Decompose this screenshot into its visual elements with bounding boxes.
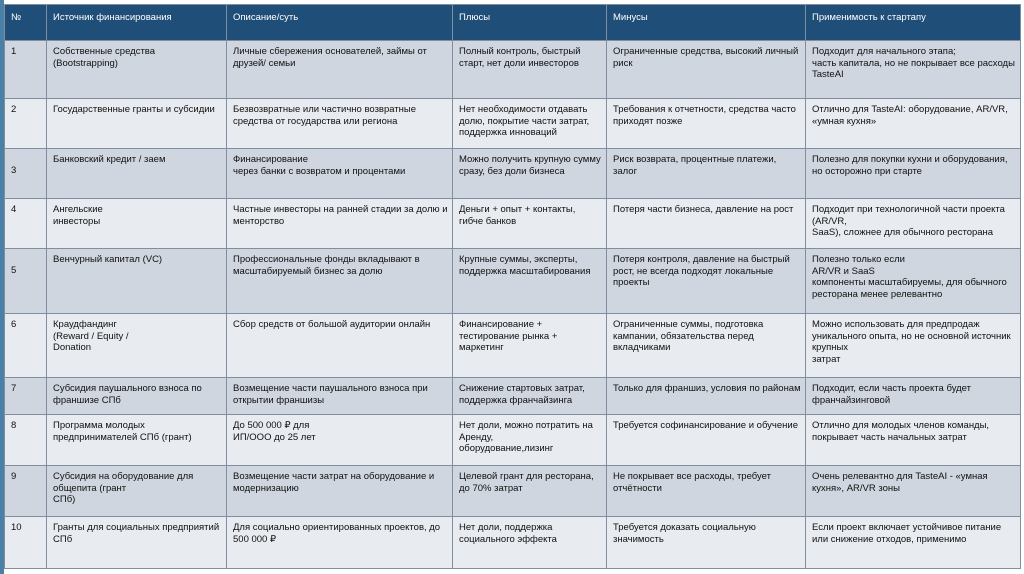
row-description: Для социально ориентированных проектов, до 500 000 ₽ [227,517,453,569]
row-source: Субсидия паушального взноса по франшизе СПб [47,378,227,415]
row-number: 7 [5,378,47,415]
row-cons: Потеря контроля, давление на быстрый рост, не всегда подходят локальные проекты [607,249,806,314]
row-description: Профессиональные фонды вкладывают в масштабируемый бизнес за долю [227,249,453,314]
row-source: Программа молодых предпринимателей СПб (грант) [47,415,227,466]
row-description: Возмещение части затрат на оборудование и модернизацию [227,466,453,517]
row-number: 5 [5,249,47,314]
header-pros: Плюсы [453,5,607,41]
header-applicability: Применимость к стартапу [806,5,1021,41]
row-pros: Можно получить крупную сумму сразу, без доли бизнеса [453,149,607,199]
header-num: № [5,5,47,41]
row-applicability: Можно использовать для предпродаж уникального опыта, но не основной источник крупных затрат [806,314,1021,378]
row-source: Гранты для социальных предприятий СПб [47,517,227,569]
row-cons: Только для франшиз, условия по районам [607,378,806,415]
row-source: Собственные средства (Bootstrapping) [47,41,227,99]
table-row [5,415,1021,466]
header-source: Источник финансирования [47,5,227,41]
row-applicability: Полезно только если AR/VR и SaaS компоненты масштабируемы, для обычного ресторана менее релевантно [806,249,1021,314]
row-applicability: Очень релевантно для TasteAI - «умная кухня», AR/VR зоны [806,466,1021,517]
financing-sources-table [4,4,1021,569]
row-pros: Крупные суммы, эксперты, поддержка масштабирования [453,249,607,314]
row-number: 4 [5,199,47,249]
row-number: 10 [5,517,47,569]
row-cons: Требования к отчетности, средства часто приходят позже [607,99,806,149]
row-source: Краудфандинг (Reward / Equity / Donation [47,314,227,378]
row-number: 9 [5,466,47,517]
table-row [5,517,1021,569]
row-applicability: Отлично для молодых членов команды, покрывает часть начальных затрат [806,415,1021,466]
header-cons: Минусы [607,5,806,41]
row-description: До 500 000 ₽ для ИП/ООО до 25 лет [227,415,453,466]
row-cons: Ограниченные средства, высокий личный риск [607,41,806,99]
row-pros: Полный контроль, быстрый старт, нет доли инвесторов [453,41,607,99]
row-description: Безвозвратные или частично возвратные средства от государства или региона [227,99,453,149]
row-pros: Деньги + опыт + контакты, гибче банков [453,199,607,249]
row-description: Сбор средств от большой аудитории онлайн [227,314,453,378]
row-description: Личные сбережения основателей, займы от друзей/ семьи [227,41,453,99]
table-row [5,249,1021,314]
row-applicability: Подходит при технологичной части проекта (AR/VR, SaaS), сложнее для обычного ресторана [806,199,1021,249]
table-row [5,41,1021,99]
row-source: Субсидия на оборудование для общепита (грант СПб) [47,466,227,517]
row-description: Возмещение части паушального взноса при открытии франшизы [227,378,453,415]
row-source: Венчурный капитал (VC) [47,249,227,314]
row-pros: Целевой грант для ресторана, до 70% затрат [453,466,607,517]
row-applicability: Подходит для начального этапа; часть капитала, но не покрывает все расходы TasteAI [806,41,1021,99]
row-description: Финансирование через банки с возвратом и процентами [227,149,453,199]
table-row [5,99,1021,149]
table-row [5,199,1021,249]
row-pros: Снижение стартовых затрат, поддержка франчайзинга [453,378,607,415]
row-cons: Ограниченные суммы, подготовка кампании, обязательства перед вкладчиками [607,314,806,378]
row-cons: Не покрывает все расходы, требует отчётности [607,466,806,517]
row-pros: Нет доли, поддержка социального эффекта [453,517,607,569]
row-number: 8 [5,415,47,466]
row-pros: Нет доли, можно потратить на Аренду, оборудование,лизинг [453,415,607,466]
row-cons: Риск возврата, процентные платежи, залог [607,149,806,199]
row-pros: Финансирование + тестирование рынка + маркетинг [453,314,607,378]
row-number: 3 [5,149,47,199]
table-row [5,314,1021,378]
row-cons: Требуется доказать социальную значимость [607,517,806,569]
row-source: Банковский кредит / заем [47,149,227,199]
row-number: 1 [5,41,47,99]
row-description: Частные инвесторы на ранней стадии за долю и менторство [227,199,453,249]
table-row [5,466,1021,517]
row-number: 2 [5,99,47,149]
row-pros: Нет необходимости отдавать долю, покрытие части затрат, поддержка инноваций [453,99,607,149]
row-cons: Потеря части бизнеса, давление на рост [607,199,806,249]
row-applicability: Если проект включает устойчивое питание или снижение отходов, применимо [806,517,1021,569]
table-row [5,149,1021,199]
row-applicability: Отлично для TasteAI: оборудование, AR/VR, «умная кухня» [806,99,1021,149]
row-cons: Требуется софинансирование и обучение [607,415,806,466]
row-source: Государственные гранты и субсидии [47,99,227,149]
row-applicability: Полезно для покупки кухни и оборудования, но осторожно при старте [806,149,1021,199]
header-row [5,5,1021,41]
row-number: 6 [5,314,47,378]
table-row [5,378,1021,415]
row-applicability: Подходит, если часть проекта будет франчайзинговой [806,378,1021,415]
header-description: Описание/суть [227,5,453,41]
row-source: Ангельские инвесторы [47,199,227,249]
